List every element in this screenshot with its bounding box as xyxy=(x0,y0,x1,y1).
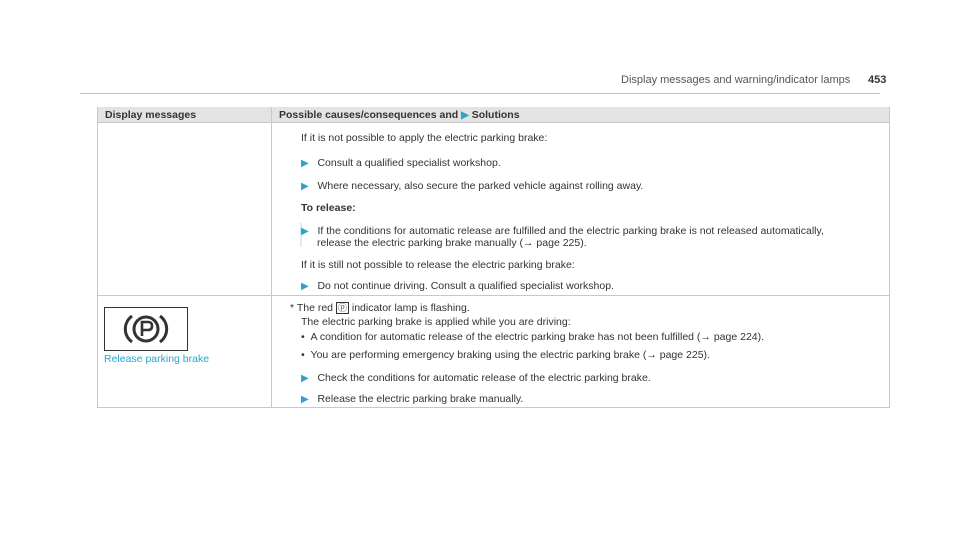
col-header-solutions: Solutions xyxy=(471,108,520,121)
row2-step xyxy=(301,372,651,384)
header-divider xyxy=(80,93,880,94)
row1-step xyxy=(301,157,501,169)
message-cell-empty xyxy=(98,123,272,296)
release-parking-brake-message: Release parking brake xyxy=(104,353,210,365)
parking-brake-display-icon xyxy=(104,307,188,351)
table-row xyxy=(98,123,890,296)
parking-brake-lamp-icon: ⓟ xyxy=(337,303,347,313)
step-arrow-icon: ▶ xyxy=(301,181,309,192)
solution-cell xyxy=(272,296,890,408)
row2-text: The electric parking brake is applied while you are driving: xyxy=(301,316,571,328)
solution-cell xyxy=(272,123,890,296)
step-text: Check the conditions for automatic release of the electric parking brake. xyxy=(317,372,651,384)
page-number: 453 xyxy=(868,74,887,86)
step-text: Do not continue driving. Consult a qualified specialist workshop. xyxy=(317,280,614,292)
row1-text: If it is not possible to apply the electric parking brake: xyxy=(301,132,548,144)
row2-step xyxy=(301,393,523,405)
bullet-icon: • xyxy=(301,331,305,343)
step-arrow-icon: ▶ xyxy=(301,281,309,292)
row2-bullet xyxy=(301,349,710,361)
intro-text: indicator lamp is flashing. xyxy=(351,302,470,314)
step-text: Where necessary, also secure the parked vehicle against rolling away. xyxy=(317,180,644,192)
row2-intro xyxy=(290,302,470,314)
bullet-text: You are performing emergency braking using the electric parking brake (→ page 225). xyxy=(310,349,710,361)
header-title: Display messages and warning/indicator lamps xyxy=(621,74,851,86)
step-text: Consult a qualified specialist workshop. xyxy=(317,157,501,169)
row1-step xyxy=(301,280,614,292)
bullet-text: A condition for automatic release of the electric parking brake has not been fulfilled (→ page 224). xyxy=(310,331,765,343)
step-arrow-icon: ▶ xyxy=(301,158,309,169)
to-release-heading: To release: xyxy=(301,202,356,214)
step-arrow-icon: ▶ xyxy=(301,226,309,237)
step-arrow-icon: ▶ xyxy=(301,373,309,384)
row1-step xyxy=(301,180,643,192)
display-messages-table xyxy=(97,107,890,408)
col-header-causes: Possible causes/consequences and xyxy=(279,108,459,121)
row1-step xyxy=(301,225,824,237)
table-row xyxy=(98,296,890,408)
row2-bullet xyxy=(301,331,764,343)
bullet-icon: • xyxy=(301,349,305,361)
message-cell xyxy=(98,296,272,408)
step-arrow-icon: ▶ xyxy=(301,394,309,405)
step-text: If the conditions for automatic release are fulfilled and the electric parking brake is not released automatically, xyxy=(317,225,824,237)
col-header-causes-solutions xyxy=(272,107,890,123)
col-header-display-messages: Display messages xyxy=(98,107,272,123)
intro-text: * The red xyxy=(290,302,333,314)
step-text: Release the electric parking brake manually. xyxy=(317,393,524,405)
solution-arrow-icon: ▶ xyxy=(461,109,469,121)
row1-text: If it is still not possible to release the electric parking brake: xyxy=(301,259,575,271)
parking-brake-icon xyxy=(105,308,187,350)
row1-step-cont: release the electric parking brake manually (→ page 225). xyxy=(317,237,587,249)
